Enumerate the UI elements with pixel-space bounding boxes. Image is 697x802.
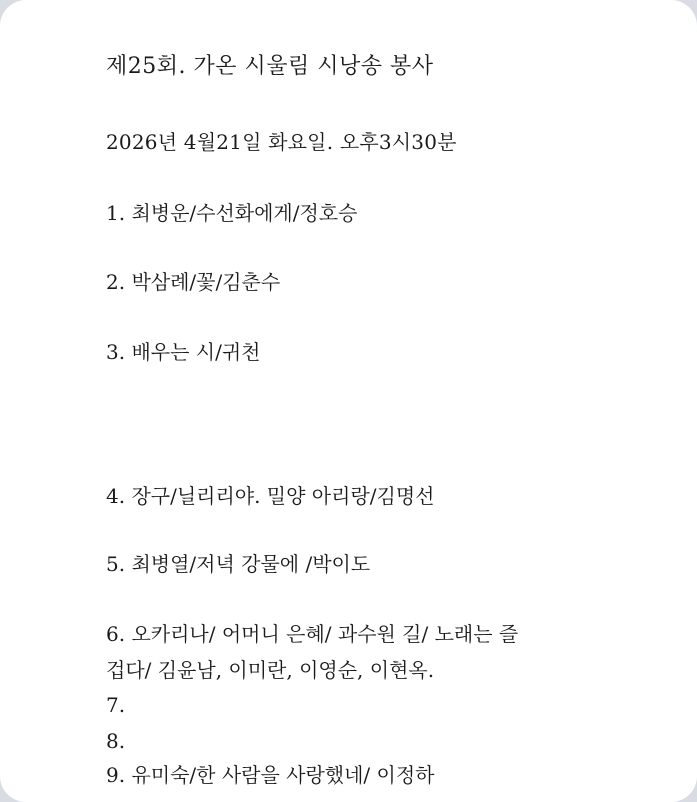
program-item-7: 7. xyxy=(106,693,126,717)
document-title: 제25회. 가온 시울림 시낭송 봉사 xyxy=(106,54,434,79)
program-item-2: 2. 박삼례/꽃/김춘수 xyxy=(106,270,281,294)
program-item-6-continued: 겁다/ 김윤남, 이미란, 이영순, 이현옥. xyxy=(106,658,435,682)
program-item-5: 5. 최병열/저녁 강물에 /박이도 xyxy=(106,552,371,576)
program-item-3: 3. 배우는 시/귀천 xyxy=(106,340,261,364)
program-item-8: 8. xyxy=(106,729,126,753)
program-item-1: 1. 최병운/수선화에게/정호승 xyxy=(106,201,358,225)
program-item-6: 6. 오카리나/ 어머니 은혜/ 과수원 길/ 노래는 즐 xyxy=(106,622,519,646)
event-date: 2026년 4월21일 화요일. 오후3시30분 xyxy=(106,130,457,154)
program-item-4: 4. 장구/닐리리야. 밀양 아리랑/김명선 xyxy=(106,484,435,508)
program-item-9: 9. 유미숙/한 사람을 사랑했네/ 이정하 xyxy=(106,763,435,787)
